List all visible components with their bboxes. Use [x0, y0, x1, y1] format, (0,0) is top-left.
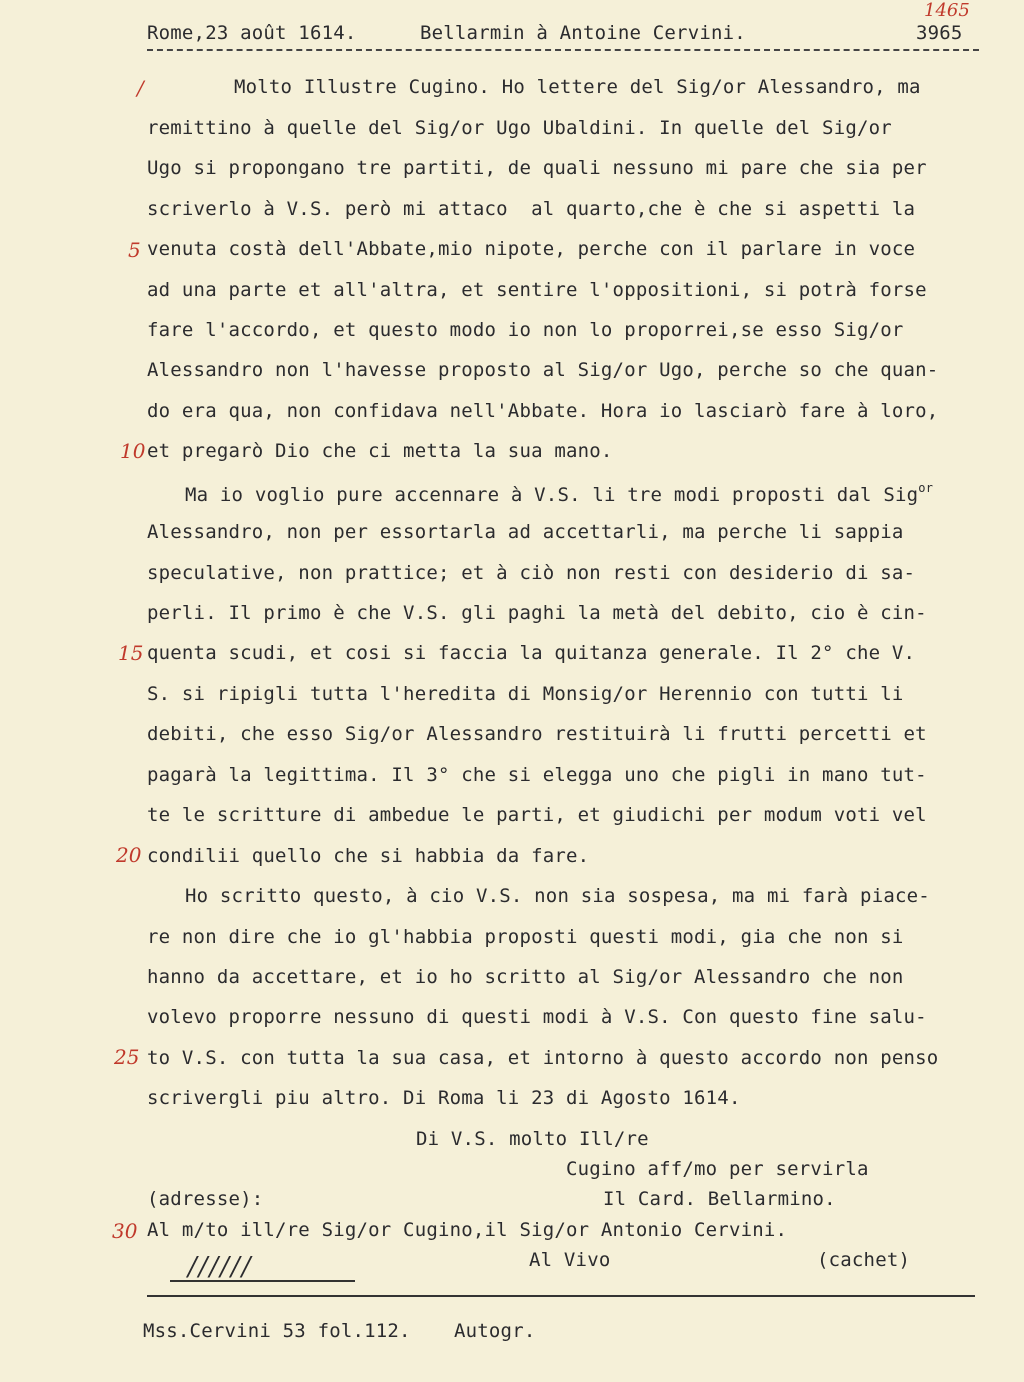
- line-marker-20: 20: [116, 843, 142, 867]
- closing-signature: Il Card. Bellarmino.: [603, 1188, 836, 1210]
- header-rule: [147, 49, 979, 51]
- body-line: quenta scudi, et cosi si faccia la quitanza generale. Il 2° che V.: [147, 642, 916, 664]
- header-title: Bellarmin à Antoine Cervini.: [420, 22, 746, 44]
- body-line-text: Ma io voglio pure accennare à V.S. li tre modi proposti dal Sig: [185, 484, 919, 506]
- line-marker-5: 5: [128, 238, 141, 262]
- body-line: to V.S. con tutta la sua casa, et intorno à questo accordo non penso: [147, 1047, 939, 1069]
- strikeout-underline: [170, 1280, 355, 1282]
- body-line: condilii quello che si habbia da fare.: [147, 845, 590, 867]
- body-line: do era qua, non confidava nell'Abbate. Hora io lasciarò fare à loro,: [147, 400, 939, 422]
- header-date: Rome,23 août 1614.: [147, 22, 357, 44]
- body-line: remittino à quelle del Sig/or Ugo Ubaldini. In quelle del Sig/or: [147, 117, 892, 139]
- line-marker-30: 30: [112, 1219, 138, 1243]
- body-line: Ho scritto questo, à cio V.S. non sia sospesa, ma mi farà piace-: [185, 885, 930, 907]
- body-line: speculative, non prattice; et à ciò non resti con desiderio di sa-: [147, 562, 916, 584]
- seal-note: (cachet): [817, 1249, 911, 1271]
- line-marker-25: 25: [114, 1045, 140, 1069]
- body-line: pagarà la legittima. Il 3° che si elegga uno che pigli in mano tut-: [147, 764, 927, 786]
- footer-note: Autogr.: [454, 1320, 536, 1342]
- footer-rule: [147, 1295, 975, 1297]
- footer-source: Mss.Cervini 53 fol.112.: [143, 1320, 411, 1342]
- line-marker-10: 10: [120, 439, 146, 463]
- body-line: debiti, che esso Sig/or Alessandro restituirà li frutti percetti et: [147, 723, 927, 745]
- body-line: Molto Illustre Cugino. Ho lettere del Sig/or Alessandro, ma: [234, 76, 921, 98]
- body-line: Ugo si propongano tre partiti, de quali nessuno mi pare che sia per: [147, 157, 927, 179]
- body-line: [185, 481, 933, 506]
- line-marker-15: 15: [118, 641, 144, 665]
- body-line: scriverlo à V.S. però mi attaco al quarto,che è che si aspetti la: [147, 198, 916, 220]
- closing-line-2: Cugino aff/mo per servirla: [566, 1158, 869, 1180]
- body-line: te le scritture di ambedue le parti, et giudichi per modum voti vel: [147, 804, 927, 826]
- handwritten-number: 1465: [924, 0, 970, 21]
- page-number: 3965: [916, 22, 963, 44]
- body-line: hanno da accettare, et io ho scritto al Sig/or Alessandro che non: [147, 966, 904, 988]
- address-label: (adresse):: [147, 1188, 264, 1210]
- al-vivo: Al Vivo: [529, 1249, 611, 1271]
- line-marker-1: /: [137, 76, 144, 100]
- body-line: Alessandro non l'havesse proposto al Sig/or Ugo, perche so che quan-: [147, 359, 939, 381]
- body-line: perli. Il primo è che V.S. gli paghi la metà del debito, cio è cin-: [147, 602, 927, 624]
- superscript-or: or: [918, 481, 934, 495]
- body-line: et pregarò Dio che ci metta la sua mano.: [147, 440, 613, 462]
- body-line: venuta costà dell'Abbate,mio nipote, perche con il parlare in voce: [147, 238, 916, 260]
- address-line: Al m/to ill/re Sig/or Cugino,il Sig/or Antonio Cervini.: [147, 1219, 788, 1241]
- body-line: ad una parte et all'altra, et sentire l'oppositioni, si potrà forse: [147, 279, 927, 301]
- body-line: fare l'accordo, et questo modo io non lo proporrei,se esso Sig/or: [147, 319, 904, 341]
- body-line: Alessandro, non per essortarla ad accettarli, ma perche li sappia: [147, 521, 904, 543]
- body-line: re non dire che io gl'habbia proposti questi modi, gia che non si: [147, 926, 904, 948]
- body-line: volevo proporre nessuno di questi modi à V.S. Con questo fine salu-: [147, 1006, 927, 1028]
- body-line: S. si ripigli tutta l'heredita di Monsig/or Herennio con tutti li: [147, 683, 904, 705]
- closing-line-1: Di V.S. molto Ill/re: [416, 1128, 649, 1150]
- strikeout-marks: //////: [188, 1252, 253, 1282]
- body-line: scrivergli piu altro. Di Roma li 23 di Agosto 1614.: [147, 1087, 741, 1109]
